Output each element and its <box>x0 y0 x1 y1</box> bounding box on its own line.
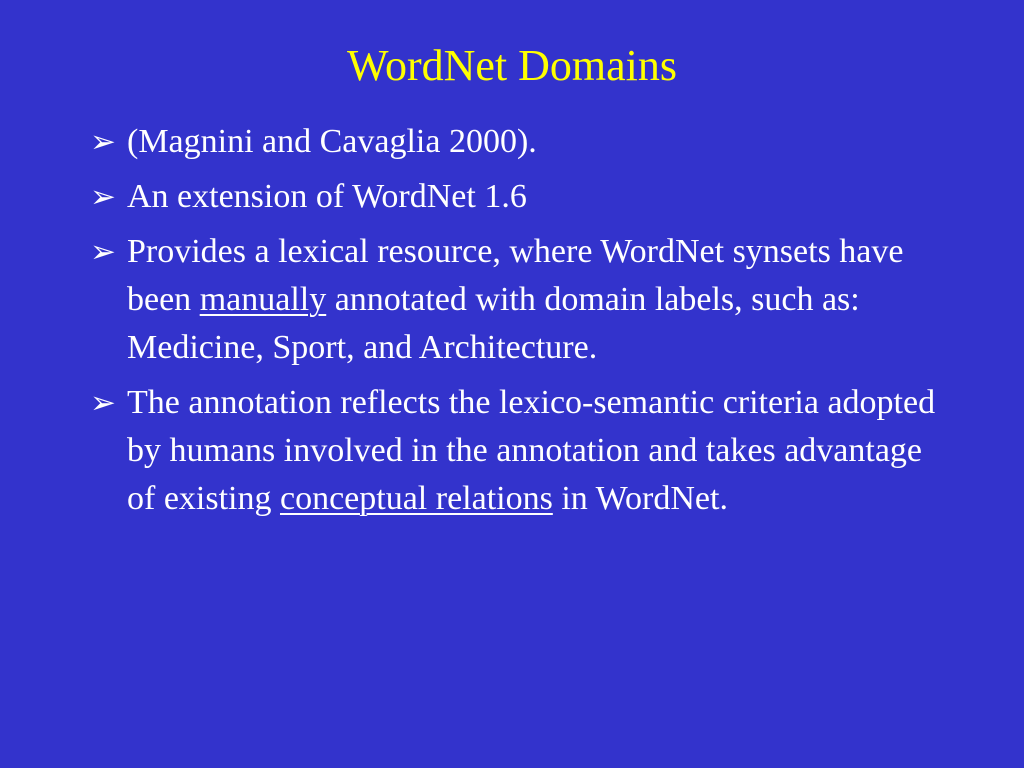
bullet-item-annotation-criteria <box>90 379 950 523</box>
bullet-item-lexical-resource <box>90 228 950 372</box>
underlined-term-conceptual-relations: conceptual relations <box>279 480 553 517</box>
bullet-text-start: The annotation reflects the lexico-semantic criteria adopted by humans involved in the annotation and takes advantage of existing <box>127 384 936 517</box>
bullet-text-end: annotated with domain labels, such as: Medicine, Sport, and Architecture. <box>127 281 860 366</box>
bullet-text-start: Provides a lexical resource, where WordNet synsets have been <box>127 233 904 318</box>
bullet-list <box>90 118 950 530</box>
underlined-term-manually: manually <box>199 281 327 318</box>
bullet-item-citation <box>90 118 950 166</box>
arrow-bullet-icon: ➢ <box>90 179 116 214</box>
arrow-bullet-icon: ➢ <box>90 385 116 420</box>
arrow-bullet-icon: ➢ <box>90 234 116 269</box>
arrow-bullet-icon: ➢ <box>90 124 116 159</box>
bullet-text-end: in WordNet. <box>552 480 728 517</box>
bullet-text: An extension of WordNet 1.6 <box>127 178 527 215</box>
bullet-text: (Magnini and Cavaglia 2000). <box>127 123 537 160</box>
bullet-item-extension <box>90 173 950 221</box>
slide-title: WordNet Domains <box>346 41 678 90</box>
